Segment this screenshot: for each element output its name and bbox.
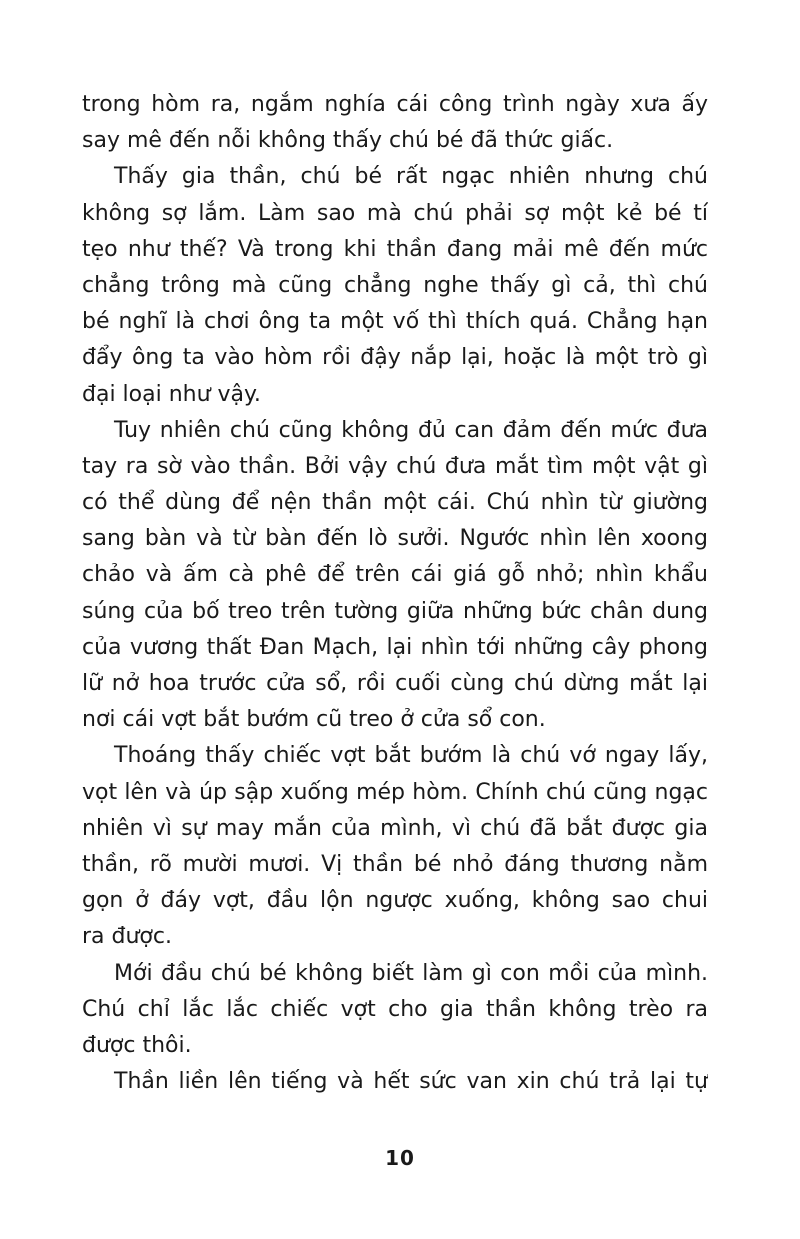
text-line: tay ra sờ vào thần. Bởi vậy chú đưa mắt tìm một vật gì <box>82 453 708 479</box>
text-line: Thần liền lên tiếng và hết sức van xin chú trả lại tự <box>114 1069 708 1095</box>
text-line: say mê đến nỗi không thấy chú bé đã thức giấc. <box>82 128 614 154</box>
text-line: súng của bố treo trên tường giữa những bức chân dung <box>82 598 708 624</box>
text-line: của vương thất Đan Mạch, lại nhìn tới những cây phong <box>82 634 708 660</box>
text-line: Thấy gia thần, chú bé rất ngạc nhiên nhưng chú <box>114 164 708 190</box>
text-line: vọt lên và úp sập xuống mép hòm. Chính chú cũng ngạc <box>82 779 708 805</box>
text-line: lữ nở hoa trước cửa sổ, rồi cuối cùng chú dừng mắt lại <box>82 671 708 696</box>
page-number: 10 <box>385 1146 415 1170</box>
body-text <box>82 87 708 1100</box>
text-line: được thôi. <box>82 1032 192 1058</box>
text-line: thần, rõ mười mươi. Vị thần bé nhỏ đáng thương nằm <box>82 851 708 877</box>
text-line: Chú chỉ lắc lắc chiếc vợt cho gia thần không trèo ra <box>82 996 708 1022</box>
text-line: Mới đầu chú bé không biết làm gì con mồi của mình. <box>114 960 708 986</box>
text-line: không sợ lắm. Làm sao mà chú phải sợ một kẻ bé tí <box>82 200 708 226</box>
text-line: ra được. <box>82 924 172 950</box>
text-line: có thể dùng để nện thần một cái. Chú nhìn từ giường <box>82 490 708 516</box>
text-line: bé nghĩ là chơi ông ta một vố thì thích quá. Chẳng hạn <box>82 309 708 335</box>
text-line: đẩy ông ta vào hòm rồi đậy nắp lại, hoặc là một trò gì <box>82 345 708 371</box>
text-line: trong hòm ra, ngắm nghía cái công trình ngày xưa ấy <box>82 92 708 117</box>
text-line: đại loại như vậy. <box>82 381 261 407</box>
text-line: nhiên vì sự may mắn của mình, vì chú đã bắt được gia <box>82 815 708 841</box>
text-line: Thoáng thấy chiếc vợt bắt bướm là chú vớ ngay lấy, <box>114 743 708 769</box>
text-line: chảo và ấm cà phê để trên cái giá gỗ nhỏ; nhìn khẩu <box>82 562 708 588</box>
text-line: sang bàn và từ bàn đến lò sưởi. Ngước nhìn lên xoong <box>82 526 708 552</box>
text-line: chẳng trông mà cũng chẳng nghe thấy gì cả, thì chú <box>82 272 708 298</box>
text-line: gọn ở đáy vợt, đầu lộn ngược xuống, không sao chui <box>82 888 708 914</box>
text-line: Tuy nhiên chú cũng không đủ can đảm đến mức đưa <box>114 417 708 443</box>
text-line: nơi cái vợt bắt bướm cũ treo ở cửa sổ con. <box>82 707 546 733</box>
text-line: tẹo như thế? Và trong khi thần đang mải mê đến mức <box>82 236 708 262</box>
